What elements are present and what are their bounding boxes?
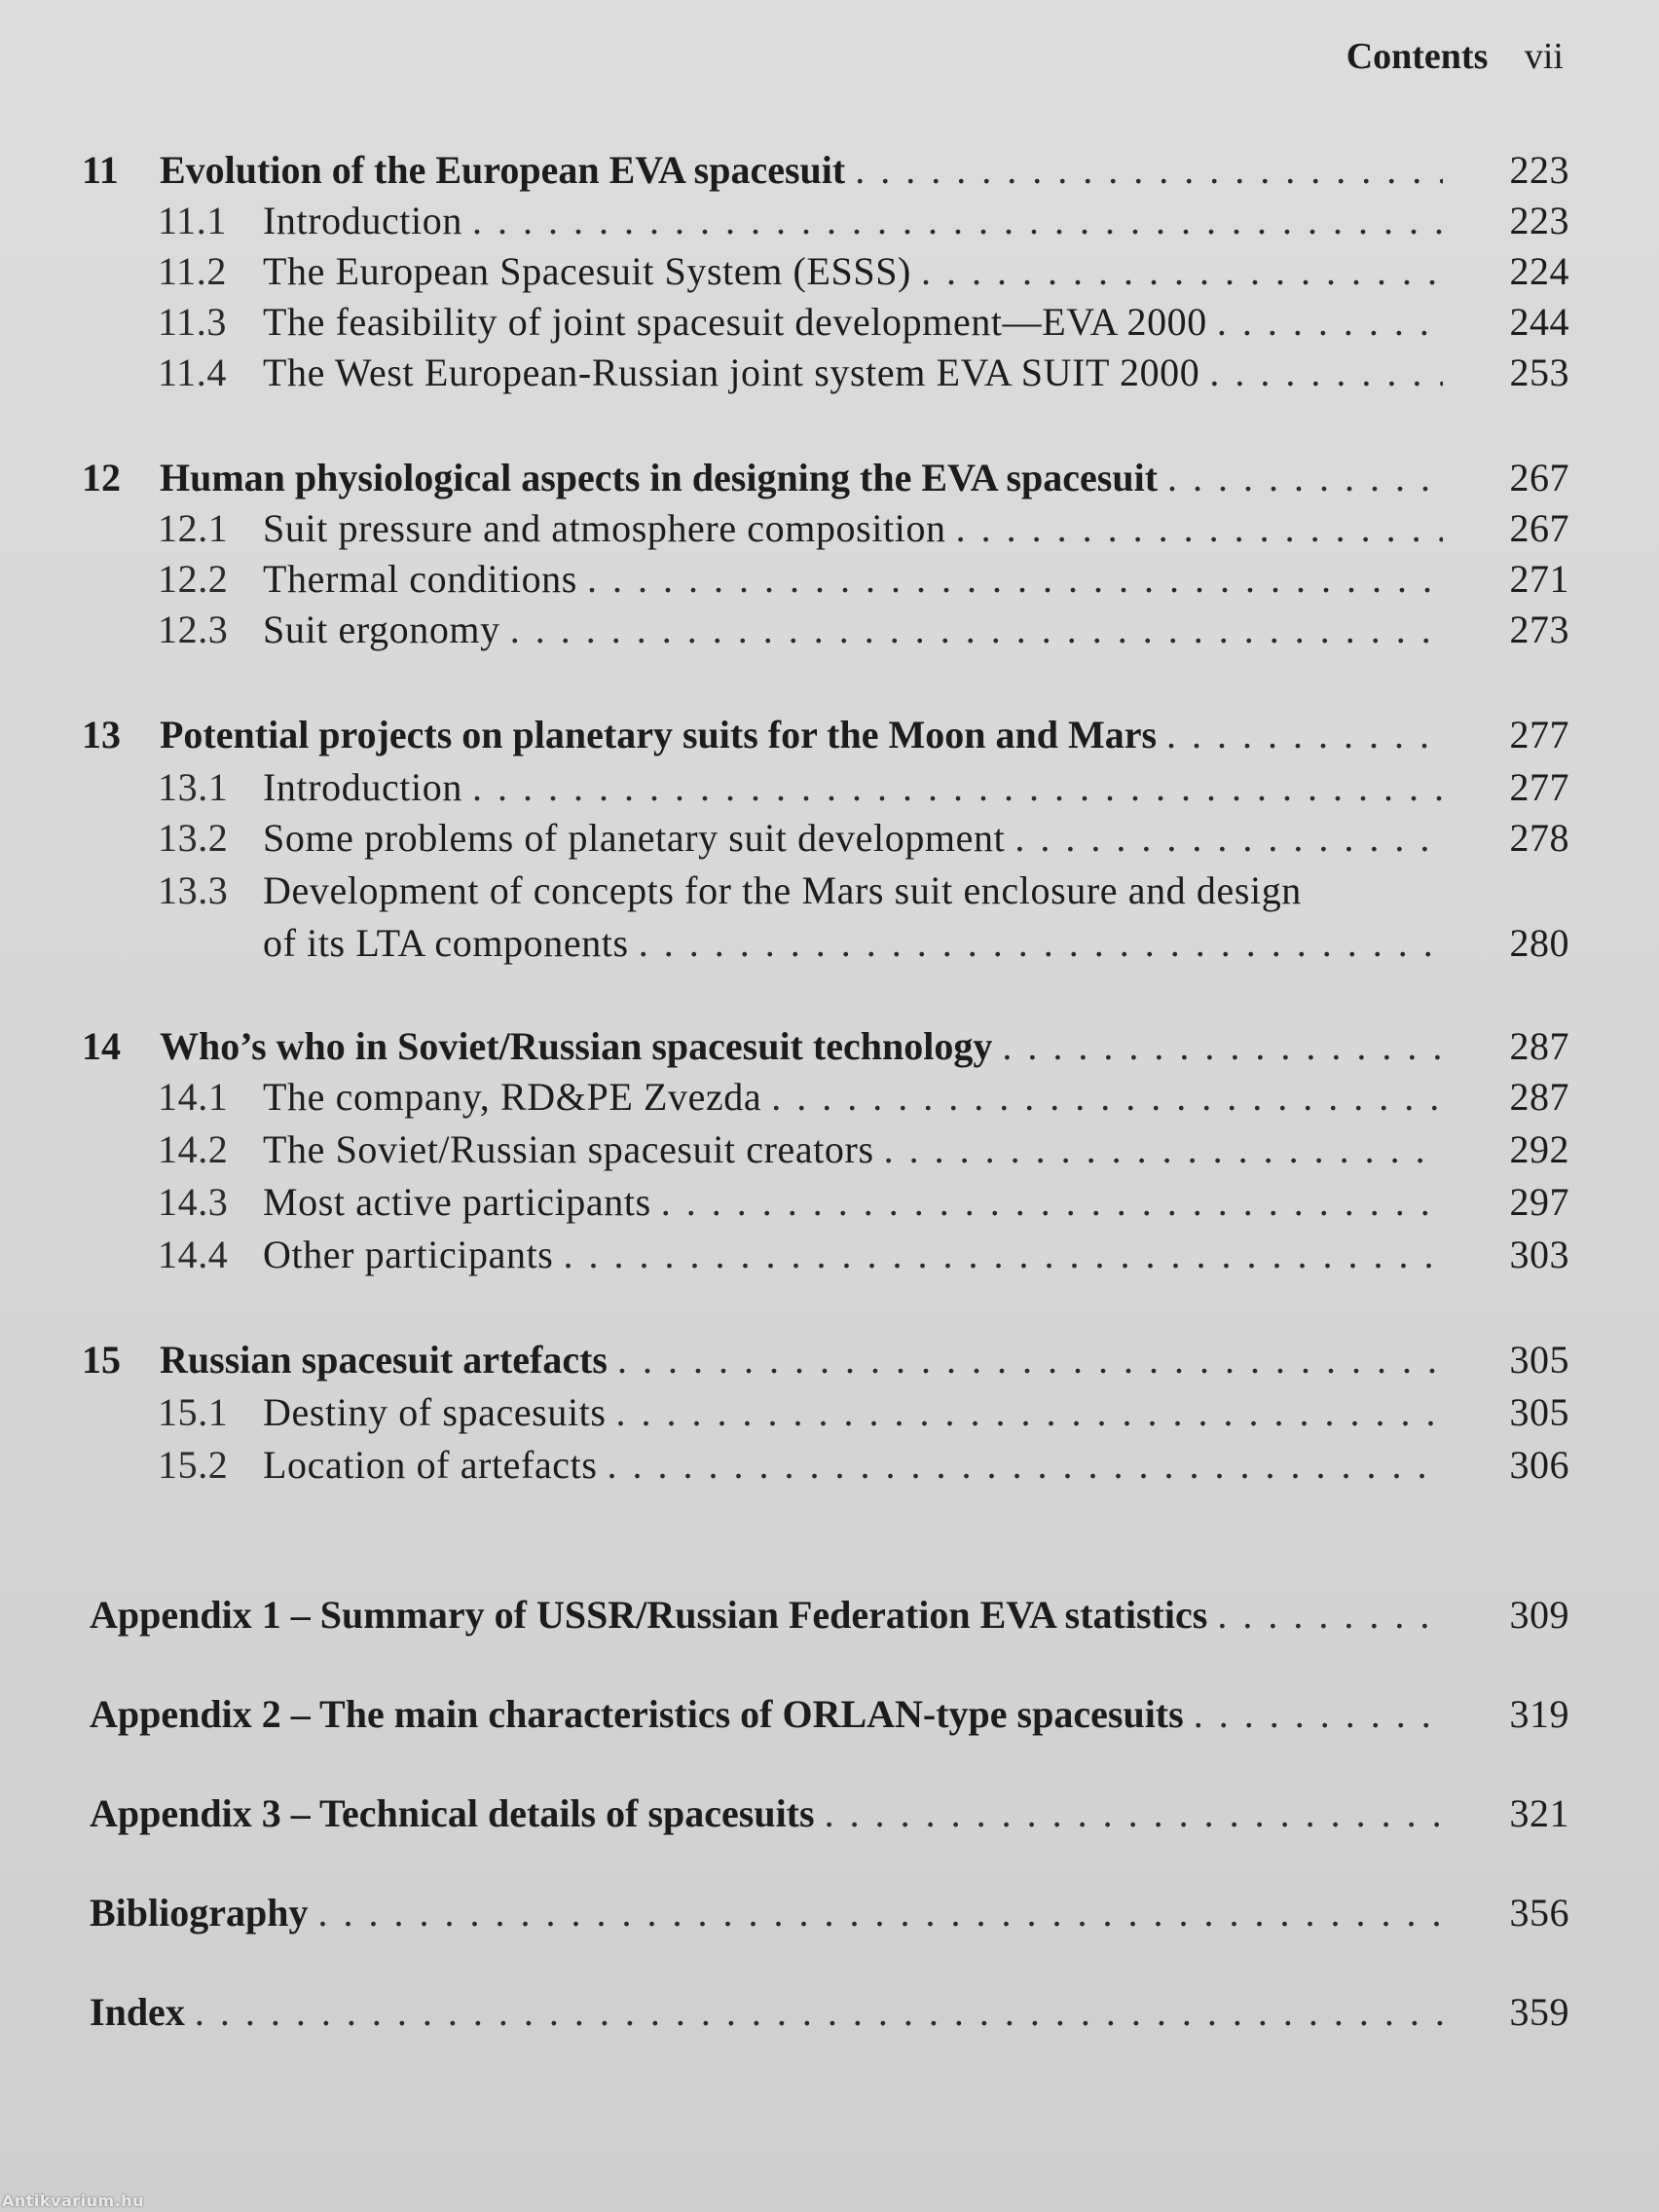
chapter-number: 13	[82, 713, 121, 756]
toc-section-14-4	[158, 1229, 1569, 1281]
dot-leader	[1194, 1688, 1443, 1741]
page-number: 271	[1509, 557, 1569, 601]
appendix-title: Appendix 3 – Technical details of spacesuits	[90, 1791, 815, 1835]
dot-leader	[855, 144, 1443, 197]
bibliography-title: Bibliography	[90, 1891, 309, 1935]
chapter-title: Human physiological aspects in designing the EVA spacesuit	[160, 456, 1159, 499]
section-number: 15.2	[158, 1443, 229, 1487]
toc-section-12-3	[158, 604, 1569, 656]
chapter-number: 15	[82, 1338, 121, 1382]
chapter-title: Potential projects on planetary suits for the Moon and Mars	[160, 713, 1158, 756]
section-title: Some problems of planetary suit development	[263, 816, 1006, 860]
page-number: 253	[1509, 350, 1569, 394]
page-number: 303	[1509, 1233, 1569, 1276]
dot-leader	[608, 1439, 1443, 1492]
page-number: 359	[1509, 1990, 1569, 2034]
section-title: Suit pressure and atmosphere composition	[263, 506, 946, 550]
dot-leader	[587, 553, 1443, 606]
dot-leader	[1002, 1020, 1443, 1073]
dot-leader	[616, 1386, 1443, 1439]
dot-leader	[318, 1887, 1443, 1939]
page-number: 321	[1509, 1791, 1569, 1835]
dot-leader	[825, 1788, 1443, 1840]
page-number: 280	[1509, 921, 1569, 965]
page-number: 305	[1509, 1390, 1569, 1434]
section-number: 12.2	[158, 557, 229, 601]
page-number: 267	[1509, 506, 1569, 550]
dot-leader	[661, 1176, 1443, 1229]
page-number: 309	[1509, 1593, 1569, 1637]
chapter-number: 12	[82, 456, 121, 499]
running-head-title: Contents	[1346, 36, 1489, 77]
toc-section-11-2	[158, 245, 1569, 298]
toc-appendix-1	[90, 1589, 1569, 1641]
page-number: 297	[1509, 1180, 1569, 1224]
toc-section-12-1	[158, 502, 1569, 555]
running-head	[1346, 35, 1564, 78]
section-number: 14.3	[158, 1180, 229, 1224]
toc-appendix-3	[90, 1788, 1569, 1840]
section-title-continued: of its LTA components	[263, 921, 629, 965]
dot-leader	[195, 1986, 1443, 2039]
page-number: 277	[1509, 713, 1569, 756]
section-title: The Soviet/Russian spacesuit creators	[263, 1127, 874, 1171]
section-title: Location of artefacts	[263, 1443, 598, 1487]
dot-leader	[563, 1229, 1443, 1281]
page-number: 306	[1509, 1443, 1569, 1487]
section-number: 11.1	[158, 199, 227, 242]
toc-chapter-12	[82, 452, 1569, 504]
page-number: 273	[1509, 608, 1569, 651]
dot-leader	[639, 917, 1443, 970]
section-number: 12.3	[158, 608, 229, 651]
appendix-title: Appendix 2 – The main characteristics of ORLAN-type spacesuits	[90, 1692, 1184, 1736]
toc-section-14-3	[158, 1176, 1569, 1229]
section-number: 13.2	[158, 816, 229, 860]
page-number: 223	[1509, 199, 1569, 242]
toc-section-11-3	[158, 296, 1569, 349]
section-number: 14.4	[158, 1233, 229, 1276]
toc-appendix-2	[90, 1688, 1569, 1741]
toc-section-14-1	[158, 1071, 1569, 1124]
section-title: Introduction	[263, 199, 462, 242]
section-title: Destiny of spacesuits	[263, 1390, 607, 1434]
section-title: Development of concepts for the Mars suit enclosure and design	[263, 868, 1302, 912]
page-number: 244	[1509, 300, 1569, 344]
toc-section-11-4	[158, 347, 1569, 399]
dot-leader	[1014, 812, 1443, 865]
section-number: 13.1	[158, 765, 229, 809]
chapter-number: 14	[82, 1024, 121, 1068]
dot-leader	[472, 761, 1443, 814]
page-number: 292	[1509, 1127, 1569, 1171]
page-number: 267	[1509, 456, 1569, 499]
section-number: 15.1	[158, 1390, 229, 1434]
page-number: 287	[1509, 1075, 1569, 1119]
section-number: 14.2	[158, 1127, 229, 1171]
page-number: 224	[1509, 249, 1569, 293]
section-number: 11.4	[158, 350, 227, 394]
dot-leader	[921, 245, 1443, 298]
toc-bibliography	[90, 1887, 1569, 1939]
page-number: 277	[1509, 765, 1569, 809]
section-number: 13.3	[158, 868, 229, 912]
section-number: 11.2	[158, 249, 227, 293]
chapter-title: Evolution of the European EVA spacesuit	[160, 148, 846, 192]
toc-section-15-1	[158, 1386, 1569, 1439]
chapter-title: Russian spacesuit artefacts	[160, 1338, 608, 1382]
section-title: Suit ergonomy	[263, 608, 500, 651]
dot-leader	[1166, 709, 1443, 761]
appendix-title: Appendix 1 – Summary of USSR/Russian Federation EVA statistics	[90, 1593, 1208, 1637]
section-title: Thermal conditions	[263, 557, 577, 601]
section-title: The West European-Russian joint system EVA SUIT 2000	[263, 350, 1200, 394]
toc-section-11-1	[158, 195, 1569, 247]
page-number: 287	[1509, 1024, 1569, 1068]
dot-leader	[771, 1071, 1443, 1124]
section-title: Most active participants	[263, 1180, 651, 1224]
page-number: 356	[1509, 1891, 1569, 1935]
toc-chapter-14	[82, 1020, 1569, 1073]
dot-leader	[1217, 1589, 1443, 1641]
dot-leader	[1167, 452, 1443, 504]
dot-leader	[1209, 347, 1443, 399]
section-title: Introduction	[263, 765, 462, 809]
page-number: 305	[1509, 1338, 1569, 1382]
section-number: 14.1	[158, 1075, 229, 1119]
toc-section-14-2	[158, 1124, 1569, 1176]
page-number: 278	[1509, 816, 1569, 860]
page-number: 223	[1509, 148, 1569, 192]
toc-section-12-2	[158, 553, 1569, 606]
section-title: Other participants	[263, 1233, 554, 1276]
dot-leader	[617, 1334, 1443, 1386]
section-title: The company, RD&PE Zvezda	[263, 1075, 762, 1119]
toc-chapter-15	[82, 1334, 1569, 1386]
watermark: Antikvarium.hu	[2, 2192, 145, 2210]
dot-leader	[1217, 296, 1443, 349]
dot-leader	[510, 604, 1443, 656]
section-title: The feasibility of joint spacesuit development—EVA 2000	[263, 300, 1207, 344]
toc-chapter-13	[82, 709, 1569, 761]
section-title: The European Spacesuit System (ESSS)	[263, 249, 911, 293]
toc-chapter-11	[82, 144, 1569, 197]
dot-leader	[472, 195, 1443, 247]
section-number: 12.1	[158, 506, 229, 550]
dot-leader	[956, 502, 1443, 555]
page-number: 319	[1509, 1692, 1569, 1736]
toc-section-13-3	[158, 865, 1569, 917]
index-title: Index	[90, 1990, 185, 2034]
section-number: 11.3	[158, 300, 227, 344]
toc-index	[90, 1986, 1569, 2039]
chapter-number: 11	[82, 148, 119, 192]
toc-section-13-1	[158, 761, 1569, 814]
running-head-page-number: vii	[1524, 36, 1564, 77]
toc-section-13-2	[158, 812, 1569, 865]
dot-leader	[884, 1124, 1443, 1176]
chapter-title: Who’s who in Soviet/Russian spacesuit technology	[160, 1024, 993, 1068]
toc-section-13-3-continued	[263, 917, 1569, 970]
toc-section-15-2	[158, 1439, 1569, 1492]
